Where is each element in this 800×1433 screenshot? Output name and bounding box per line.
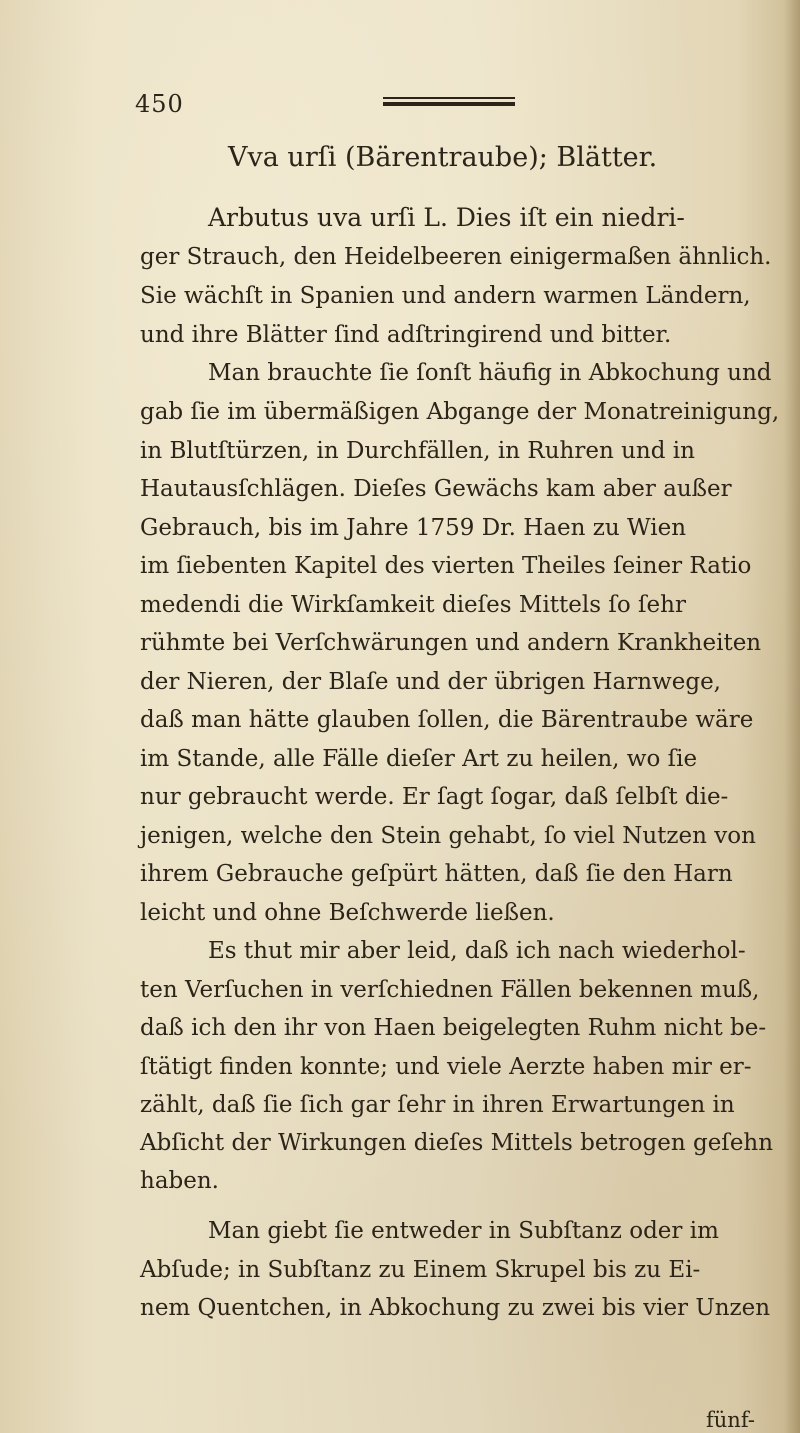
text-line: jenigen, welche den Stein gehabt, ſo viel Nutzen von: [140, 823, 756, 849]
header-rule: [383, 97, 515, 107]
text-line: leicht und ohne Beſchwerde ließen.: [140, 900, 555, 926]
text-line: Abſicht der Wirkungen dieſes Mittels betrogen geſehn: [140, 1130, 774, 1156]
text-line: ſtätigt finden konnte; und viele Aerzte haben mir er-: [140, 1054, 752, 1080]
text-line: ger Strauch, den Heidelbeeren einigermaßen ähnlich.: [140, 244, 772, 270]
text-line: haben.: [140, 1168, 219, 1194]
text-line: Hautausſchlägen. Dieſes Gewächs kam aber außer: [140, 476, 732, 502]
section-heading: Vva urſi (Bärentraube); Blätter.: [228, 142, 658, 173]
text-line: Man giebt ſie entweder in Subſtanz oder im: [208, 1218, 719, 1244]
text-line: gab ſie im übermäßigen Abgange der Monatreinigung,: [140, 399, 780, 425]
catchword: fünf-: [706, 1408, 755, 1432]
text-line: Abſude; in Subſtanz zu Einem Skrupel bis zu Ei-: [140, 1257, 701, 1283]
text-line: in Blutſtürzen, in Durchfällen, in Ruhren und in: [140, 438, 695, 464]
text-line: im Stande, alle Fälle dieſer Art zu heilen, wo ſie: [140, 746, 698, 772]
page-edge-shadow: [784, 0, 800, 1433]
text-line: im ſiebenten Kapitel des vierten Theiles ſeiner Ratio: [140, 553, 752, 579]
text-line: und ihre Blätter ſind adſtringirend und bitter.: [140, 322, 672, 348]
text-line: Man brauchte ſie ſonſt häufig in Abkochung und: [208, 360, 772, 386]
text-line: medendi die Wirkſamkeit dieſes Mittels ſo ſehr: [140, 592, 686, 618]
text-line: Sie wächſt in Spanien und andern warmen Ländern,: [140, 283, 751, 309]
page-number: 450: [135, 90, 184, 118]
text-line: Gebrauch, bis im Jahre 1759 Dr. Haen zu Wien: [140, 515, 687, 541]
text-line: zählt, daß ſie ſich gar ſehr in ihren Erwartungen in: [140, 1092, 735, 1118]
text-line: Arbutus uva urſi L. Dies iſt ein niedri-: [208, 203, 685, 232]
text-line: ihrem Gebrauche geſpürt hätten, daß ſie den Harn: [140, 861, 733, 887]
text-line: Es thut mir aber leid, daß ich nach wiederhol-: [208, 938, 746, 964]
text-line: rühmte bei Verſchwärungen und andern Krankheiten: [140, 630, 762, 656]
text-line: daß ich den ihr von Haen beigelegten Ruhm nicht be-: [140, 1015, 767, 1041]
text-line: nem Quentchen, in Abkochung zu zwei bis vier Unzen: [140, 1295, 771, 1321]
text-line: nur gebraucht werde. Er ſagt ſogar, daß ſelbſt die-: [140, 784, 729, 810]
text-line: daß man hätte glauben ſollen, die Bärentraube wäre: [140, 707, 754, 733]
text-line: der Nieren, der Blaſe und der übrigen Harnwege,: [140, 669, 721, 695]
text-line: ten Verſuchen in verſchiednen Fällen bekennen muß,: [140, 977, 760, 1003]
